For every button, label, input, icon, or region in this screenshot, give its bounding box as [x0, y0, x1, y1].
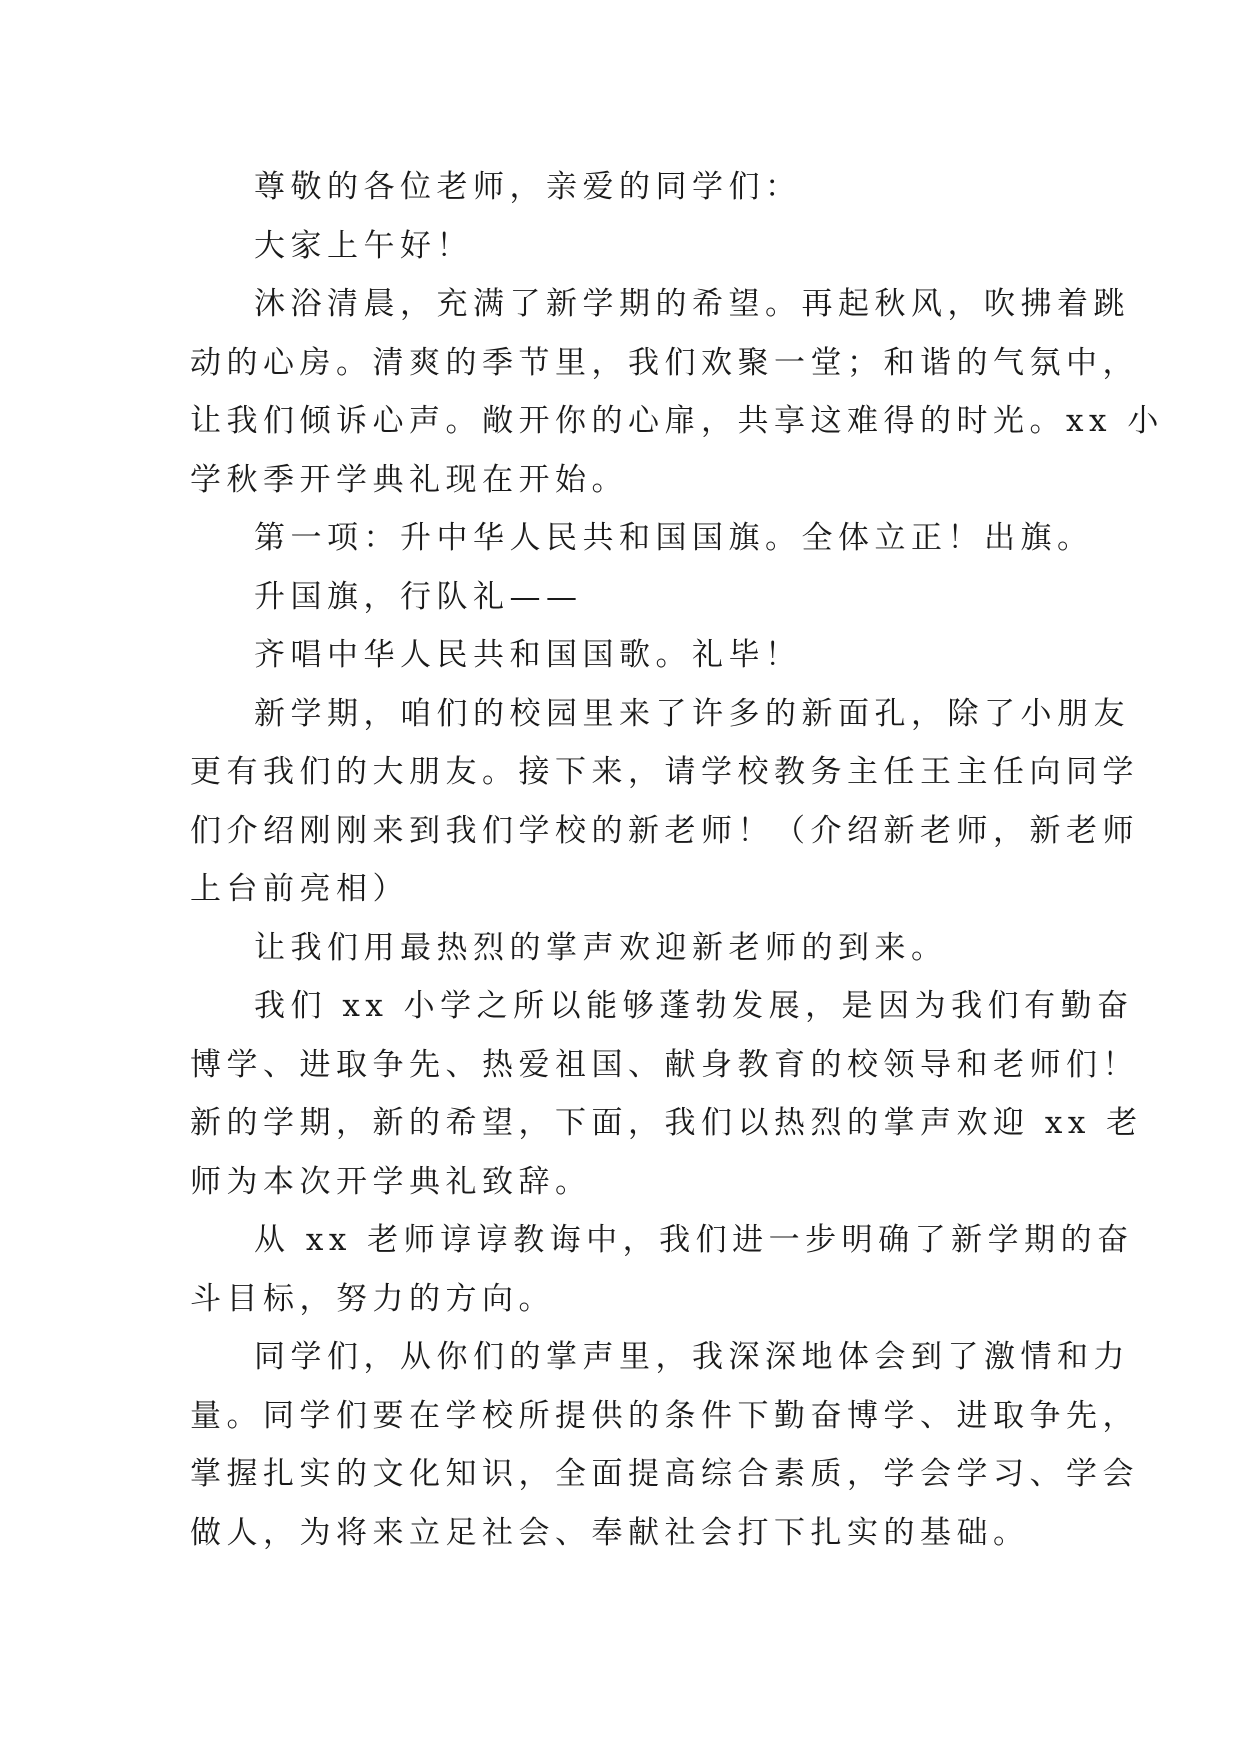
text-line: 师为本次开学典礼致辞。	[190, 1163, 592, 1200]
text-line: 从 xx 老师谆谆教诲中，我们进一步明确了新学期的奋	[254, 1222, 1134, 1258]
text-line: 们介绍刚刚来到我们学校的新老师！（介绍新老师，新老师	[190, 812, 1139, 849]
text-line: 新的学期，新的希望，下面，我们以热烈的掌声欢迎 xx 老	[190, 1105, 1143, 1141]
text-line: 我们 xx 小学之所以能够蓬勃发展，是因为我们有勤奋	[254, 988, 1134, 1024]
text-line: 沐浴清晨，充满了新学期的希望。再起秋风，吹拂着跳	[254, 286, 1130, 322]
text-line: 同学们，从你们的掌声里，我深深地体会到了激情和力	[254, 1339, 1130, 1375]
text-line: 更有我们的大朋友。接下来，请学校教务主任王主任向同学	[190, 754, 1139, 790]
text-line: 学秋季开学典礼现在开始。	[190, 461, 628, 498]
text-line: 动的心房。清爽的季节里，我们欢聚一堂；和谐的气氛中，	[190, 344, 1139, 381]
text-line: 上台前亮相）	[190, 871, 409, 907]
text-line: 让我们倾诉心声。敞开你的心扉，共享这难得的时光。xx 小	[190, 403, 1164, 439]
text-line: 掌握扎实的文化知识，全面提高综合素质，学会学习、学会	[190, 1456, 1139, 1492]
text-line: 齐唱中华人民共和国国歌。礼毕！	[254, 637, 802, 673]
text-line: 升国旗，行队礼——	[254, 578, 583, 615]
text-line: 大家上午好！	[254, 227, 473, 264]
text-line: 做人，为将来立足社会、奉献社会打下扎实的基础。	[190, 1514, 1030, 1551]
text-line: 让我们用最热烈的掌声欢迎新老师的到来。	[254, 929, 948, 966]
text-line: 斗目标，努力的方向。	[190, 1280, 555, 1317]
text-line: 第一项：升中华人民共和国国旗。全体立正！出旗。	[254, 520, 1094, 556]
text-line: 量。同学们要在学校所提供的条件下勤奋博学、进取争先，	[190, 1397, 1139, 1434]
text-line: 新学期，咱们的校园里来了许多的新面孔，除了小朋友	[254, 695, 1130, 732]
document-body	[190, 158, 1164, 1562]
text-line: 尊敬的各位老师，亲爱的同学们：	[254, 169, 802, 205]
text-line: 博学、进取争先、热爱祖国、献身教育的校领导和老师们！	[190, 1046, 1139, 1083]
